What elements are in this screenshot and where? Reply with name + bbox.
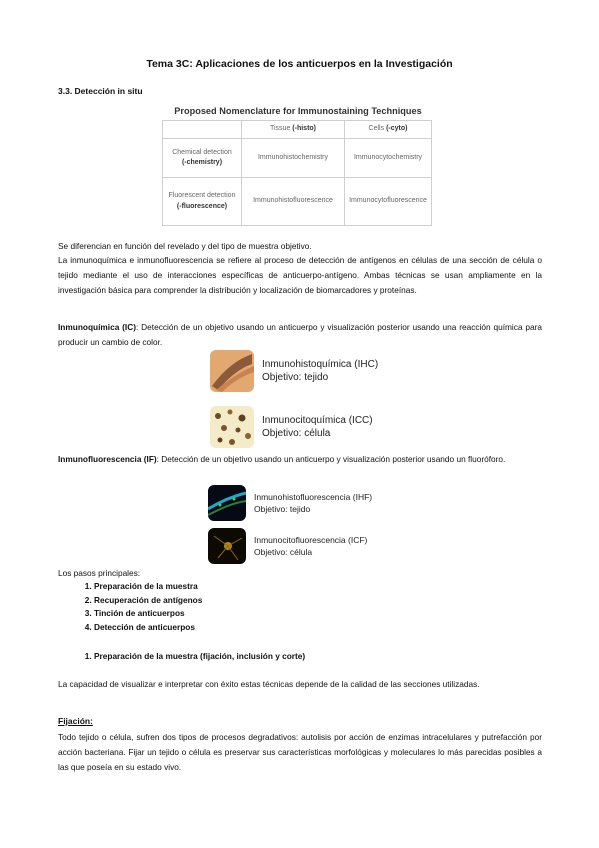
list-item: 1. Preparación de la muestra (94, 580, 202, 594)
if-paragraph (58, 452, 542, 467)
intro-line: Se diferencian en función del revelado y del tipo de muestra objetivo. (58, 241, 312, 251)
quality-paragraph: La capacidad de visualizar e interpretar con éxito estas técnicas depende de la calidad de las secciones utilizadas. (58, 679, 480, 689)
table-row (163, 178, 432, 226)
icf-name: Inmunocitofluorescencia (ICF) (254, 535, 368, 545)
ihc-item (210, 350, 378, 392)
icc-image (210, 406, 254, 448)
section-heading: 3.3. Detección in situ (58, 86, 143, 96)
steps-list (58, 580, 202, 634)
list-item: 2. Recuperación de antígenos (94, 594, 202, 608)
ihf-item (208, 485, 372, 521)
if-term: Inmunofluorescencia (IF) (58, 454, 157, 464)
table-row (163, 139, 432, 178)
icc-target: Objetivo: célula (262, 428, 331, 439)
icc-item (210, 406, 373, 448)
page-title: Tema 3C: Aplicaciones de los anticuerpos en la Investigación (146, 58, 453, 70)
row-label-chemical: Chemical detection (-chemistry) (163, 139, 242, 178)
row-label-fluorescent: Fluorescent detection (-fluorescence) (163, 178, 242, 226)
table-header-cells: Cells (-cyto) (345, 121, 432, 139)
ihf-name: Inmunohistofluorescencia (IHF) (254, 492, 373, 502)
ic-paragraph (58, 320, 542, 350)
list-item: 3. Tinción de anticuerpos (94, 607, 202, 621)
cell-immunohistochemistry: Immunohistochemistry (242, 139, 345, 178)
ihc-target: Objetivo: tejido (262, 372, 329, 383)
ihc-name: Inmunohistoquímica (IHC) (262, 359, 379, 370)
steps-intro: Los pasos principales: (58, 568, 141, 578)
table-header-row (163, 121, 432, 139)
ihc-image (210, 350, 254, 392)
table-header-tissue: Tissue (-histo) (242, 121, 345, 139)
step1-heading-list (58, 650, 305, 664)
icf-item (208, 528, 367, 564)
list-item: 4. Detección de anticuerpos (94, 621, 202, 635)
table-corner-cell (163, 121, 242, 139)
if-text: : Detección de un objetivo usando un anticuerpo y visualización posterior usando un fluoróforo. (156, 454, 506, 464)
nomenclature-title: Proposed Nomenclature for Immunostaining Techniques (174, 106, 422, 116)
ic-text: : Detección de un objetivo usando un anticuerpo y visualización posterior usando una reacción química para producir un cambio de color. (58, 322, 542, 347)
ic-term: Inmunoquímica (IC) (58, 322, 136, 332)
icf-image (208, 528, 246, 564)
fixation-paragraph: Todo tejido o célula, sufren dos tipos de procesos degradativos: autolisis por acción de enzimas intracelulares y putrefacción por acción bacteriana. Fijar un tejido o célula es preservar sus características morfológicas y moleculares lo más parecidas posibles a las que poseía en su estado vivo. (58, 732, 542, 772)
icc-name: Inmunocitoquímica (ICC) (262, 415, 373, 426)
cell-immunohistofluorescence: Immunohistofluorescence (242, 178, 345, 226)
intro-paragraph: La inmunoquímica e inmunofluorescencia se refiere al proceso de detección de antígenos en células de una sección de célula o tejido mediante el uso de interacciones específicas de anticuerpo-antígeno. Ambas técnicas se usan ampliamente en la investigación básica para comprender la distribución y localización de biomarcadores y proteínas. (58, 255, 542, 295)
ihf-image (208, 485, 246, 521)
fixation-heading: Fijación: (58, 716, 93, 726)
cell-immunocytochemistry: Immunocytochemistry (345, 139, 432, 178)
ihf-target: Objetivo: tejido (254, 504, 311, 514)
nomenclature-table (162, 120, 432, 226)
cell-immunocytofluorescence: Immunocytofluorescence (345, 178, 432, 226)
icf-target: Objetivo: célula (254, 547, 313, 557)
step1-heading: 1. Preparación de la muestra (fijación, inclusión y corte) (94, 650, 305, 664)
